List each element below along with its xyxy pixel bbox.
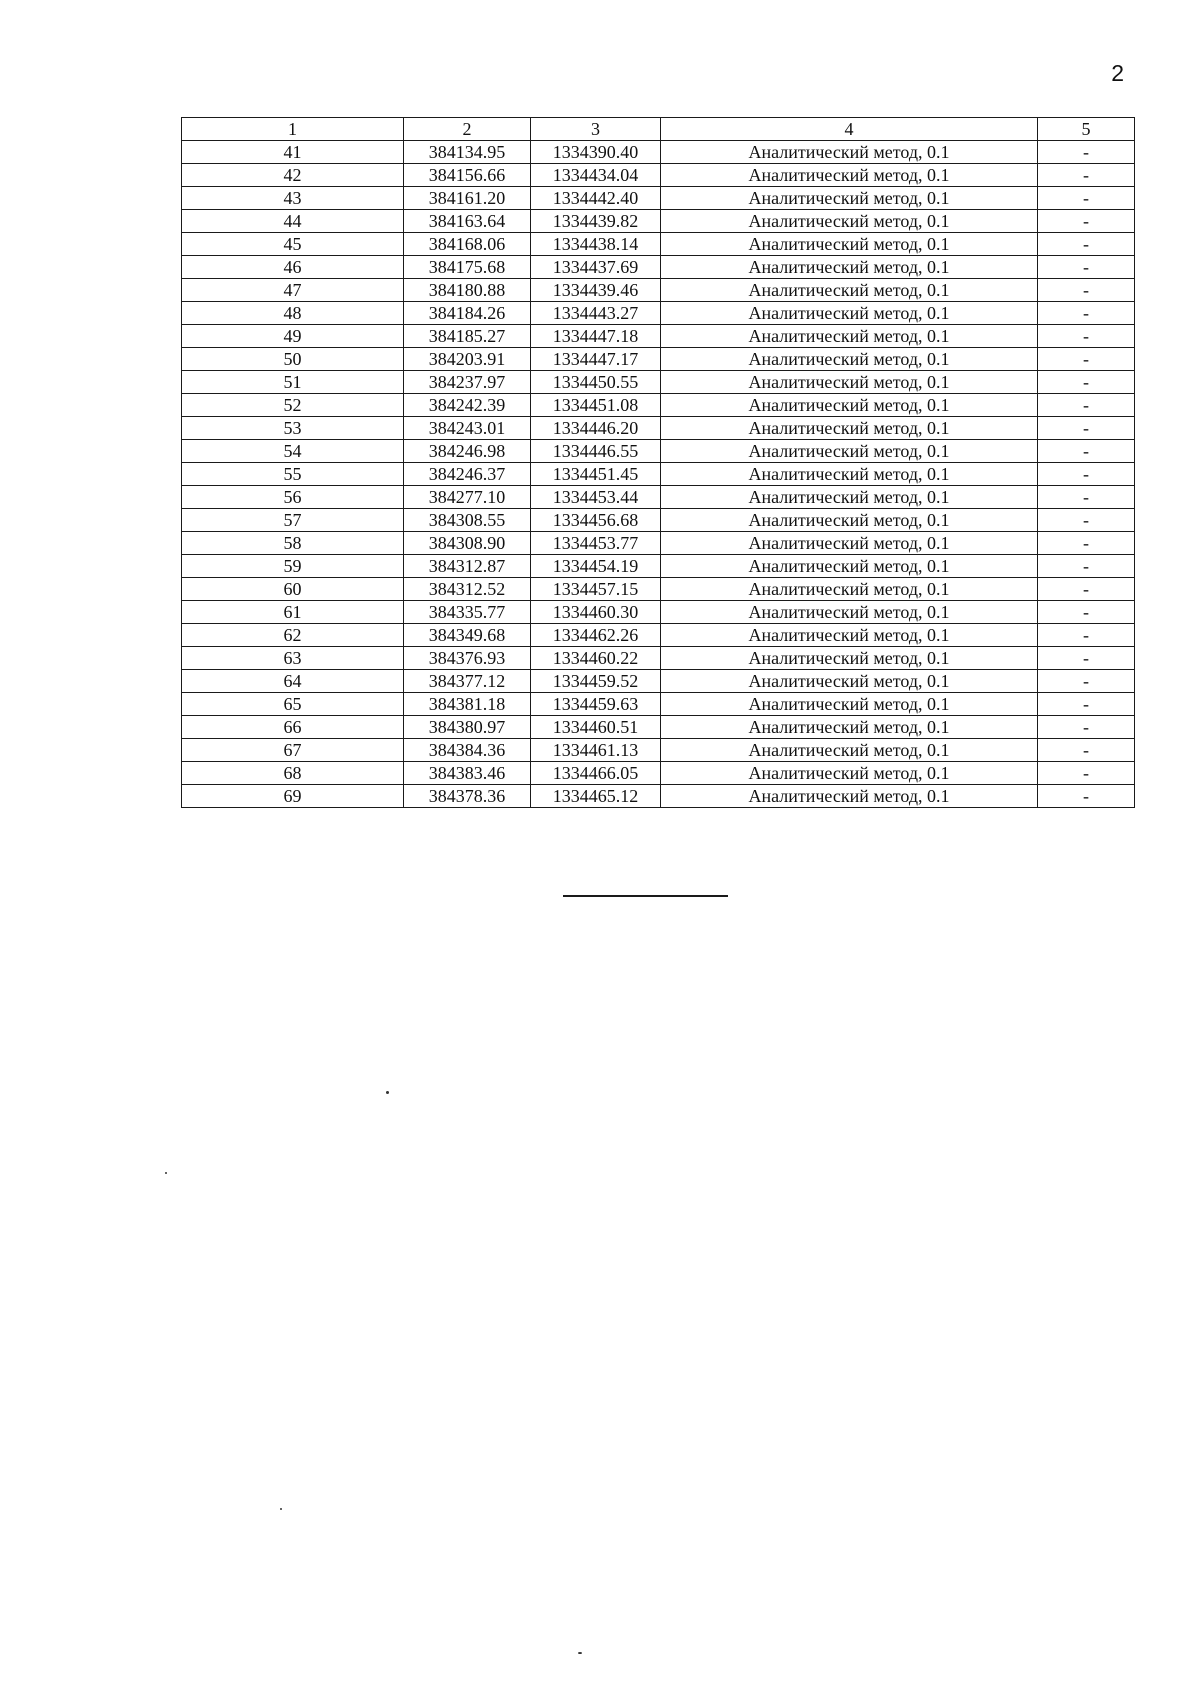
note-cell: -	[1038, 394, 1135, 417]
y-coordinate-cell: 1334390.40	[531, 141, 661, 164]
point-number-cell: 55	[182, 463, 404, 486]
x-coordinate-cell: 384380.97	[404, 716, 531, 739]
table-row	[182, 647, 1135, 670]
table-row	[182, 509, 1135, 532]
point-number-cell: 69	[182, 785, 404, 808]
method-cell: Аналитический метод, 0.1	[661, 371, 1038, 394]
point-number-cell: 63	[182, 647, 404, 670]
y-coordinate-cell: 1334460.22	[531, 647, 661, 670]
note-cell: -	[1038, 693, 1135, 716]
table-row	[182, 256, 1135, 279]
header-cell-4: 4	[661, 118, 1038, 141]
x-coordinate-cell: 384134.95	[404, 141, 531, 164]
table-row	[182, 210, 1135, 233]
table-row	[182, 670, 1135, 693]
table-row	[182, 578, 1135, 601]
method-cell: Аналитический метод, 0.1	[661, 417, 1038, 440]
note-cell: -	[1038, 624, 1135, 647]
method-cell: Аналитический метод, 0.1	[661, 187, 1038, 210]
method-cell: Аналитический метод, 0.1	[661, 785, 1038, 808]
method-cell: Аналитический метод, 0.1	[661, 348, 1038, 371]
method-cell: Аналитический метод, 0.1	[661, 555, 1038, 578]
note-cell: -	[1038, 348, 1135, 371]
x-coordinate-cell: 384185.27	[404, 325, 531, 348]
method-cell: Аналитический метод, 0.1	[661, 256, 1038, 279]
table-row	[182, 716, 1135, 739]
note-cell: -	[1038, 555, 1135, 578]
x-coordinate-cell: 384237.97	[404, 371, 531, 394]
table-row	[182, 463, 1135, 486]
point-number-cell: 49	[182, 325, 404, 348]
y-coordinate-cell: 1334439.82	[531, 210, 661, 233]
note-cell: -	[1038, 486, 1135, 509]
point-number-cell: 56	[182, 486, 404, 509]
end-of-table-rule	[563, 895, 728, 897]
header-cell-5: 5	[1038, 118, 1135, 141]
x-coordinate-cell: 384175.68	[404, 256, 531, 279]
note-cell: -	[1038, 233, 1135, 256]
method-cell: Аналитический метод, 0.1	[661, 601, 1038, 624]
y-coordinate-cell: 1334446.20	[531, 417, 661, 440]
y-coordinate-cell: 1334456.68	[531, 509, 661, 532]
x-coordinate-cell: 384180.88	[404, 279, 531, 302]
table-row	[182, 555, 1135, 578]
table-header	[182, 118, 1135, 141]
note-cell: -	[1038, 210, 1135, 233]
y-coordinate-cell: 1334461.13	[531, 739, 661, 762]
point-number-cell: 44	[182, 210, 404, 233]
scan-speck	[578, 1652, 582, 1654]
note-cell: -	[1038, 532, 1135, 555]
x-coordinate-cell: 384242.39	[404, 394, 531, 417]
note-cell: -	[1038, 279, 1135, 302]
point-number-cell: 48	[182, 302, 404, 325]
y-coordinate-cell: 1334457.15	[531, 578, 661, 601]
table-row	[182, 394, 1135, 417]
table-row	[182, 325, 1135, 348]
method-cell: Аналитический метод, 0.1	[661, 141, 1038, 164]
table-row	[182, 440, 1135, 463]
x-coordinate-cell: 384277.10	[404, 486, 531, 509]
note-cell: -	[1038, 739, 1135, 762]
point-number-cell: 62	[182, 624, 404, 647]
method-cell: Аналитический метод, 0.1	[661, 693, 1038, 716]
table-row	[182, 532, 1135, 555]
note-cell: -	[1038, 371, 1135, 394]
point-number-cell: 47	[182, 279, 404, 302]
x-coordinate-cell: 384156.66	[404, 164, 531, 187]
page-number: 2	[1111, 60, 1124, 86]
method-cell: Аналитический метод, 0.1	[661, 624, 1038, 647]
table-row	[182, 348, 1135, 371]
y-coordinate-cell: 1334438.14	[531, 233, 661, 256]
table-row	[182, 141, 1135, 164]
y-coordinate-cell: 1334459.52	[531, 670, 661, 693]
method-cell: Аналитический метод, 0.1	[661, 302, 1038, 325]
note-cell: -	[1038, 302, 1135, 325]
note-cell: -	[1038, 141, 1135, 164]
note-cell: -	[1038, 417, 1135, 440]
y-coordinate-cell: 1334437.69	[531, 256, 661, 279]
table-row	[182, 164, 1135, 187]
note-cell: -	[1038, 509, 1135, 532]
table-row	[182, 624, 1135, 647]
x-coordinate-cell: 384384.36	[404, 739, 531, 762]
note-cell: -	[1038, 463, 1135, 486]
method-cell: Аналитический метод, 0.1	[661, 325, 1038, 348]
table-row	[182, 302, 1135, 325]
note-cell: -	[1038, 164, 1135, 187]
note-cell: -	[1038, 716, 1135, 739]
method-cell: Аналитический метод, 0.1	[661, 739, 1038, 762]
method-cell: Аналитический метод, 0.1	[661, 509, 1038, 532]
scan-speck	[386, 1091, 389, 1094]
point-number-cell: 54	[182, 440, 404, 463]
table-row	[182, 693, 1135, 716]
x-coordinate-cell: 384308.55	[404, 509, 531, 532]
point-number-cell: 59	[182, 555, 404, 578]
method-cell: Аналитический метод, 0.1	[661, 164, 1038, 187]
x-coordinate-cell: 384246.37	[404, 463, 531, 486]
x-coordinate-cell: 384163.64	[404, 210, 531, 233]
y-coordinate-cell: 1334454.19	[531, 555, 661, 578]
y-coordinate-cell: 1334446.55	[531, 440, 661, 463]
header-cell-3: 3	[531, 118, 661, 141]
x-coordinate-cell: 384203.91	[404, 348, 531, 371]
x-coordinate-cell: 384349.68	[404, 624, 531, 647]
x-coordinate-cell: 384184.26	[404, 302, 531, 325]
table-row	[182, 233, 1135, 256]
method-cell: Аналитический метод, 0.1	[661, 532, 1038, 555]
point-number-cell: 45	[182, 233, 404, 256]
point-number-cell: 64	[182, 670, 404, 693]
y-coordinate-cell: 1334466.05	[531, 762, 661, 785]
y-coordinate-cell: 1334434.04	[531, 164, 661, 187]
table-row	[182, 371, 1135, 394]
x-coordinate-cell: 384246.98	[404, 440, 531, 463]
point-number-cell: 50	[182, 348, 404, 371]
x-coordinate-cell: 384335.77	[404, 601, 531, 624]
x-coordinate-cell: 384381.18	[404, 693, 531, 716]
method-cell: Аналитический метод, 0.1	[661, 716, 1038, 739]
point-number-cell: 66	[182, 716, 404, 739]
point-number-cell: 65	[182, 693, 404, 716]
y-coordinate-cell: 1334462.26	[531, 624, 661, 647]
note-cell: -	[1038, 601, 1135, 624]
table-row	[182, 187, 1135, 210]
table-row	[182, 739, 1135, 762]
table-row	[182, 417, 1135, 440]
y-coordinate-cell: 1334447.18	[531, 325, 661, 348]
point-number-cell: 43	[182, 187, 404, 210]
header-cell-1: 1	[182, 118, 404, 141]
header-row	[182, 118, 1135, 141]
scan-speck	[280, 1508, 282, 1510]
table-row	[182, 762, 1135, 785]
y-coordinate-cell: 1334451.45	[531, 463, 661, 486]
scan-speck	[165, 1172, 167, 1174]
x-coordinate-cell: 384376.93	[404, 647, 531, 670]
point-number-cell: 41	[182, 141, 404, 164]
y-coordinate-cell: 1334451.08	[531, 394, 661, 417]
y-coordinate-cell: 1334450.55	[531, 371, 661, 394]
y-coordinate-cell: 1334453.44	[531, 486, 661, 509]
note-cell: -	[1038, 187, 1135, 210]
y-coordinate-cell: 1334439.46	[531, 279, 661, 302]
method-cell: Аналитический метод, 0.1	[661, 578, 1038, 601]
table-body	[182, 141, 1135, 808]
note-cell: -	[1038, 325, 1135, 348]
table-row	[182, 279, 1135, 302]
point-number-cell: 68	[182, 762, 404, 785]
point-number-cell: 60	[182, 578, 404, 601]
method-cell: Аналитический метод, 0.1	[661, 670, 1038, 693]
y-coordinate-cell: 1334442.40	[531, 187, 661, 210]
y-coordinate-cell: 1334443.27	[531, 302, 661, 325]
table-row	[182, 785, 1135, 808]
x-coordinate-cell: 384377.12	[404, 670, 531, 693]
x-coordinate-cell: 384168.06	[404, 233, 531, 256]
x-coordinate-cell: 384308.90	[404, 532, 531, 555]
point-number-cell: 53	[182, 417, 404, 440]
method-cell: Аналитический метод, 0.1	[661, 762, 1038, 785]
note-cell: -	[1038, 670, 1135, 693]
point-number-cell: 42	[182, 164, 404, 187]
x-coordinate-cell: 384243.01	[404, 417, 531, 440]
table-row	[182, 486, 1135, 509]
y-coordinate-cell: 1334453.77	[531, 532, 661, 555]
x-coordinate-cell: 384378.36	[404, 785, 531, 808]
method-cell: Аналитический метод, 0.1	[661, 233, 1038, 256]
method-cell: Аналитический метод, 0.1	[661, 210, 1038, 233]
point-number-cell: 57	[182, 509, 404, 532]
point-number-cell: 52	[182, 394, 404, 417]
point-number-cell: 67	[182, 739, 404, 762]
method-cell: Аналитический метод, 0.1	[661, 463, 1038, 486]
method-cell: Аналитический метод, 0.1	[661, 486, 1038, 509]
note-cell: -	[1038, 256, 1135, 279]
coordinates-table	[181, 117, 1135, 808]
y-coordinate-cell: 1334460.51	[531, 716, 661, 739]
method-cell: Аналитический метод, 0.1	[661, 279, 1038, 302]
x-coordinate-cell: 384312.52	[404, 578, 531, 601]
method-cell: Аналитический метод, 0.1	[661, 440, 1038, 463]
note-cell: -	[1038, 762, 1135, 785]
y-coordinate-cell: 1334459.63	[531, 693, 661, 716]
y-coordinate-cell: 1334447.17	[531, 348, 661, 371]
note-cell: -	[1038, 785, 1135, 808]
note-cell: -	[1038, 440, 1135, 463]
note-cell: -	[1038, 578, 1135, 601]
x-coordinate-cell: 384383.46	[404, 762, 531, 785]
table-row	[182, 601, 1135, 624]
y-coordinate-cell: 1334460.30	[531, 601, 661, 624]
x-coordinate-cell: 384161.20	[404, 187, 531, 210]
method-cell: Аналитический метод, 0.1	[661, 394, 1038, 417]
point-number-cell: 51	[182, 371, 404, 394]
y-coordinate-cell: 1334465.12	[531, 785, 661, 808]
point-number-cell: 61	[182, 601, 404, 624]
point-number-cell: 46	[182, 256, 404, 279]
method-cell: Аналитический метод, 0.1	[661, 647, 1038, 670]
x-coordinate-cell: 384312.87	[404, 555, 531, 578]
point-number-cell: 58	[182, 532, 404, 555]
note-cell: -	[1038, 647, 1135, 670]
header-cell-2: 2	[404, 118, 531, 141]
